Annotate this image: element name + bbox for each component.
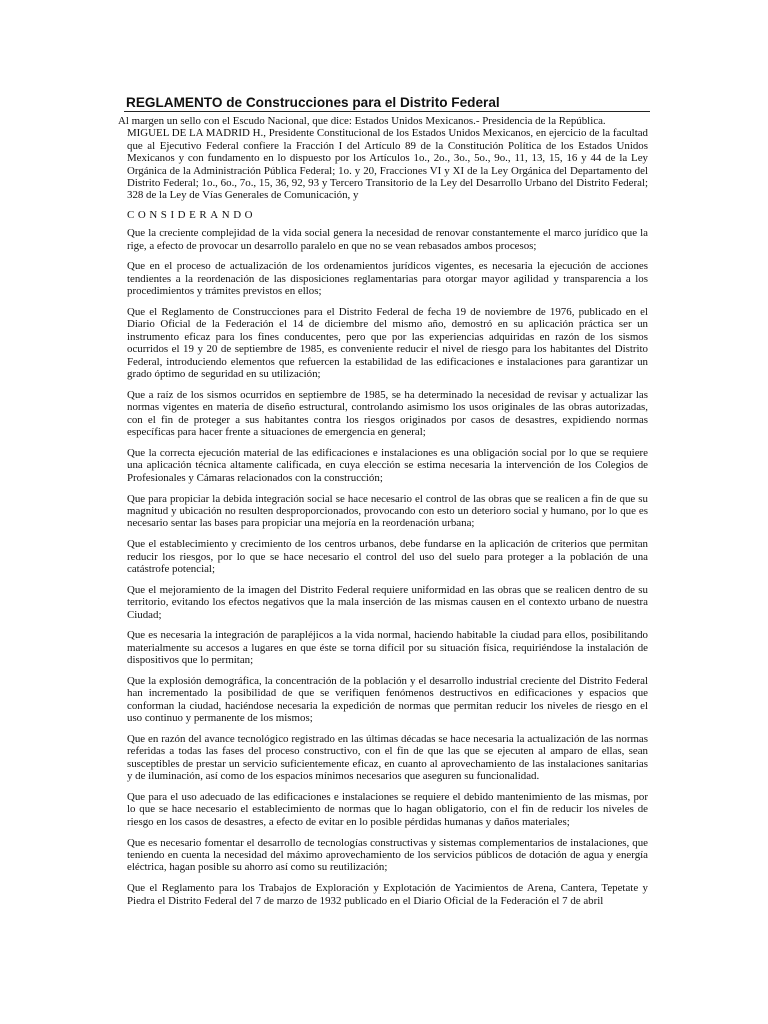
considerando-paragraph-8: Que el mejoramiento de la imagen del Distrito Federal requiere uniformidad en las obras que se realicen dentro de su territorio, evitando los efectos negativos que la mala inserción de las mismas causen en el contexto urbano de nuestra Ciudad;	[127, 583, 648, 621]
considerando-paragraph-3: Que el Reglamento de Construcciones para el Distrito Federal de fecha 19 de noviembre de 1976, publicado en el Diario Oficial de la Federación el 14 de diciembre del mismo año, demostró en su aplicación práctica ser un instrumento eficaz para los fines conducentes, pero que por las experiencias adquiridas en razón de los sismos ocurridos el 19 y 20 de septiembre de 1985, es conveniente reducir el nivel de riesgo para los habitantes del Distrito Federal, introduciendo elementos que refuercen la estabilidad de las edificaciones e instalaciones para garantizar un grado óptimo de seguridad en su utilización;	[127, 306, 648, 381]
document-body	[118, 115, 648, 907]
considerando-paragraph-5: Que la correcta ejecución material de las edificaciones e instalaciones es una obligación social por lo que se requiere una aplicación técnica altamente calificada, en cuya elección se estima necesaria la intervención de los Colegios de Profesionales y Cámaras relacionados con la construcción;	[127, 446, 648, 484]
considerando-heading: CONSIDERANDO	[127, 208, 257, 221]
considerando-paragraph-10: Que la explosión demográfica, la concentración de la población y el desarrollo industrial creciente del Distrito Federal han incrementado la posibilidad de que se verifiquen fenómenos destructivos en edificaciones y espacios que conforman la ciudad, haciéndose necesaria la expedición de normas que permitan reducir los niveles de riesgo en el uso continuo y permanente de los mismos;	[127, 674, 648, 725]
considerando-paragraph-4: Que a raíz de los sismos ocurridos en septiembre de 1985, se ha determinado la necesidad de revisar y actualizar las normas vigentes en materia de diseño estructural, controlando asimismo los usos originales de las obras autorizadas, con el fin de proteger a sus habitantes contra los riesgos originados por casos de desastres, expidiendo normas específicas para hacer frente a situaciones de emergencia en general;	[127, 388, 648, 439]
considerando-paragraph-1: Que la creciente complejidad de la vida social genera la necesidad de renovar constantemente el marco jurídico que la rige, a efecto de provocar un desarrollo paralelo en que no se vean rebasados ambos procesos;	[127, 227, 648, 252]
considerando-paragraph-6: Que para propiciar la debida integración social se hace necesario el control de las obras que se realicen a fin de que su magnitud y ubicación no resulten desproporcionados, provocando con esto un deterioro social y humano, por lo que es necesario sentar las bases para propiciar una mejoría en la reordenación urbana;	[127, 492, 648, 530]
considerando-paragraph-9: Que es necesaria la integración de parapléjicos a la vida normal, haciendo habitable la ciudad para ellos, posibilitando materialmente su accesos a lugares en que éste se torna difícil por su situación física, requiriéndose la instalación de dispositivos que lo permitan;	[127, 629, 648, 667]
considerando-paragraph-11: Que en razón del avance tecnológico registrado en las últimas décadas se hace necesaria la actualización de las normas referidas a todas las fases del proceso constructivo, con el fin de que las que se ejecuten al amparo de ellas, sean susceptibles de prestar un servicio suficientemente eficaz, en cuanto al aprovechamiento de las instalaciones sanitarias y de iluminación, así como de los espacios mínimos necesarios que aseguren su funcionalidad.	[127, 732, 648, 783]
considerando-paragraph-7: Que el establecimiento y crecimiento de los centros urbanos, debe fundarse en la aplicación de criterios que permitan reducir los riesgos, por lo que se hace necesario el control del uso del suelo para proteger a la población de una catástrofe potencial;	[127, 538, 648, 575]
intro-paragraph: MIGUEL DE LA MADRID H., Presidente Constitucional de los Estados Unidos Mexicanos, en ejercicio de la facultad que al Ejecutivo Federal confiere la Fracción I del Artículo 89 de la Constitución Política de los Estados Unidos Mexicanos y con fundamento en lo dispuesto por los Artículos 1o., 2o., 3o., 5o., 9o., 11, 13, 15, 16 y 44 de la Ley Orgánica de la Administración Pública Federal; 1o. y 20, Fracciones VI y XI de la Ley Orgánica del Departamento del Distrito Federal; 1o., 6o., 7o., 15, 36, 92, 93 y Tercero Transitorio de la Ley del Desarrollo Urbano del Distrito Federal; 328 de la Ley de Vías Generales de Comunicación, y	[127, 127, 648, 202]
considerando-paragraph-14: Que el Reglamento para los Trabajos de Exploración y Explotación de Yacimientos de Arena, Cantera, Tepetate y Piedra el Distrito Federal del 7 de marzo de 1932 publicado en el Diario Oficial de la Federación el 7 de abril	[127, 882, 648, 907]
title-underline	[124, 111, 650, 112]
seal-note: Al margen un sello con el Escudo Nacional, que dice: Estados Unidos Mexicanos.- Presidencia de la República.	[118, 115, 606, 127]
considerando-paragraph-13: Que es necesario fomentar el desarrollo de tecnologías constructivas y sistemas complementarios de instalaciones, que teniendo en cuenta la necesidad del máximo aprovechamiento de los servicios públicos de dotación de agua y energía eléctrica, hagan posible su ahorro así como su reutilización;	[127, 836, 648, 874]
considerando-paragraph-2: Que en el proceso de actualización de los ordenamientos jurídicos vigentes, es necesaria la ejecución de acciones tendientes a la reordenación de las disposiciones reglamentarias para otorgar mayor agilidad y transparencia a los procedimientos y trámites previstos en ellos;	[127, 260, 648, 298]
considerando-paragraph-12: Que para el uso adecuado de las edificaciones e instalaciones se requiere el debido mantenimiento de las mismas, por lo que se hace necesario el establecimiento de normas que lo hagan obligatorio, con el fin de reducir los niveles de riesgo en los casos de desastres, a efecto de evitar en lo posible pérdidas humanas y daños materiales;	[127, 790, 648, 828]
document-title: REGLAMENTO de Construcciones para el Distrito Federal	[126, 95, 500, 110]
